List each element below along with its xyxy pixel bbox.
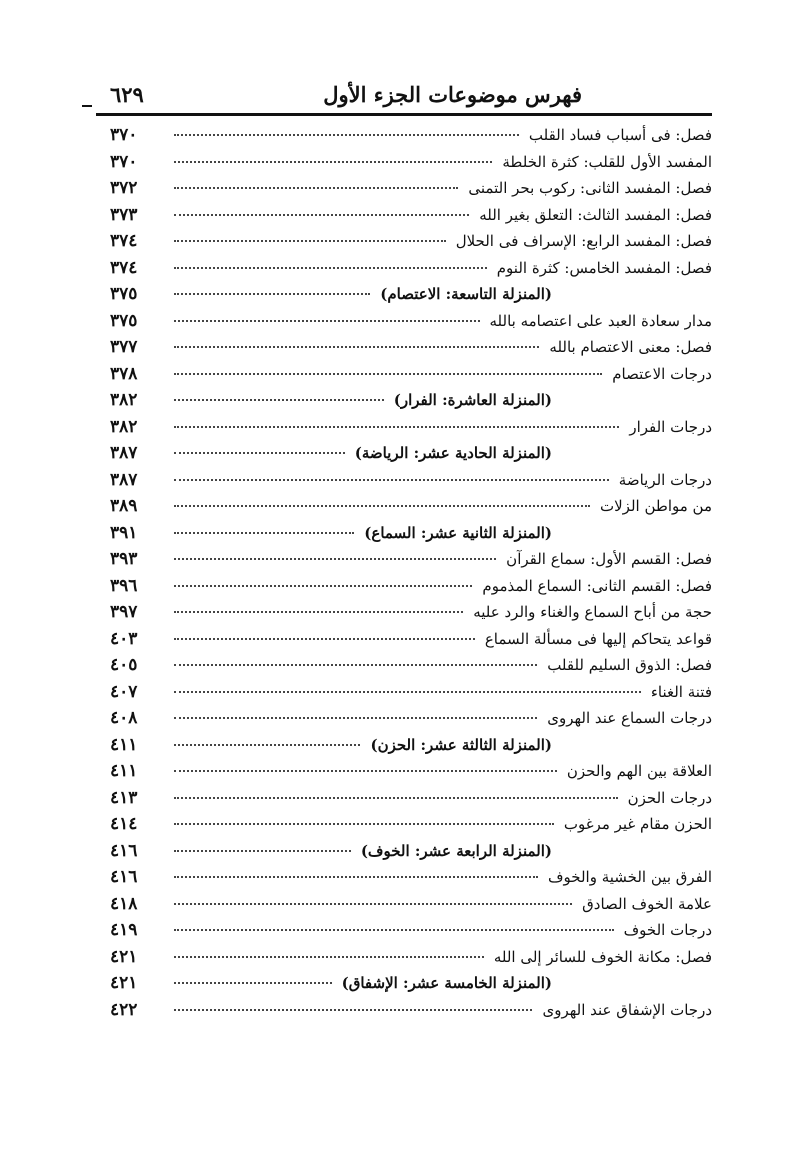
- toc-entry-title: درجات الاعتصام: [612, 364, 712, 383]
- dot-leader: [174, 903, 572, 905]
- toc-entry-page: ٣٧٢: [110, 178, 138, 199]
- toc-entry-title: درجات الرياضة: [618, 470, 712, 489]
- toc-entry-title: المفسد الأول للقلب: كثرة الخلطة: [502, 152, 712, 171]
- toc-entry-title: علامة الخوف الصادق: [582, 894, 712, 913]
- toc-entry: [100, 122, 712, 149]
- table-of-contents: [100, 122, 712, 1023]
- dot-leader: [174, 770, 557, 772]
- dot-leader: [174, 161, 492, 163]
- toc-entry-title: درجات السماع عند الهروى: [547, 709, 712, 728]
- dot-leader: [174, 373, 602, 375]
- toc-entry-title: قواعد يتحاكم إليها فى مسألة السماع: [484, 629, 712, 648]
- dot-leader: [174, 293, 370, 295]
- toc-entry: [100, 255, 712, 282]
- toc-entry-page: ٣٨٧: [110, 469, 138, 490]
- toc-entry-page: ٤١٩: [110, 920, 138, 941]
- toc-entry: [100, 520, 712, 547]
- toc-entry: [100, 838, 712, 865]
- toc-entry-title: فصل: القسم الأول: سماع القرآن: [506, 550, 712, 569]
- toc-entry-title: فصل: المفسد الثانى: ركوب بحر التمنى: [468, 179, 712, 198]
- toc-entry: [100, 361, 712, 388]
- toc-entry-page: ٤١٦: [110, 867, 138, 888]
- toc-entry: [100, 202, 712, 229]
- toc-entry: [100, 414, 712, 441]
- dot-leader: [174, 346, 539, 348]
- toc-entry: [100, 175, 712, 202]
- toc-entry-page: ٤٠٧: [110, 681, 138, 702]
- dot-leader: [174, 426, 619, 428]
- toc-entry-page: ٤٠٣: [110, 628, 138, 649]
- toc-entry-page: ٣٧٥: [110, 284, 138, 305]
- toc-entry: [100, 626, 712, 653]
- toc-entry-page: ٣٩٦: [110, 575, 138, 596]
- dot-leader: [174, 240, 446, 242]
- dot-leader: [174, 929, 614, 931]
- toc-entry-page: ٣٩١: [110, 522, 138, 543]
- toc-entry-title: فتنة الغناء: [650, 682, 712, 701]
- toc-entry-title: (المنزلة الثالثة عشر: الحزن): [370, 735, 552, 754]
- toc-entry: [100, 758, 712, 785]
- toc-entry-title: العلاقة بين الهم والحزن: [566, 762, 712, 781]
- dot-leader: [174, 691, 641, 693]
- dot-leader: [174, 797, 618, 799]
- dot-leader: [174, 214, 469, 216]
- toc-entry-title: فصل: المفسد الخامس: كثرة النوم: [496, 258, 712, 277]
- toc-entry-page: ٤١٣: [110, 787, 138, 808]
- toc-entry-page: ٤١١: [110, 761, 138, 782]
- toc-entry-title: مدار سعادة العبد على اعتصامه بالله: [489, 311, 712, 330]
- toc-entry-page: ٣٨٩: [110, 496, 138, 517]
- toc-entry-page: ٤٢١: [110, 973, 138, 994]
- toc-entry: [100, 334, 712, 361]
- toc-entry-page: ٣٧٨: [110, 363, 138, 384]
- toc-entry-page: ٣٧٠: [110, 125, 138, 146]
- toc-entry-title: فصل: معنى الاعتصام بالله: [549, 338, 712, 357]
- toc-entry: [100, 705, 712, 732]
- dot-leader: [174, 1009, 532, 1011]
- toc-entry-title: فصل: الذوق السليم للقلب: [547, 656, 712, 675]
- dot-leader: [174, 479, 609, 481]
- toc-entry: [100, 970, 712, 997]
- toc-entry: [100, 281, 712, 308]
- dot-leader: [174, 399, 384, 401]
- toc-entry: [100, 546, 712, 573]
- toc-entry: [100, 149, 712, 176]
- header-rule: [96, 113, 712, 116]
- toc-entry-title: (المنزلة الحادية عشر: الرياضة): [354, 444, 552, 463]
- toc-entry-page: ٣٨٢: [110, 390, 138, 411]
- toc-entry-title: فصل: فى أسباب فساد القلب: [528, 126, 712, 145]
- toc-entry-title: (المنزلة الثانية عشر: السماع): [364, 523, 552, 542]
- toc-entry-page: ٣٩٣: [110, 549, 138, 570]
- dot-leader: [174, 532, 354, 534]
- toc-entry: [100, 467, 712, 494]
- toc-entry-title: درجات الفرار: [629, 417, 712, 436]
- toc-entry-page: ٤٢٢: [110, 999, 138, 1020]
- toc-entry-page: ٤١٦: [110, 840, 138, 861]
- toc-entry-page: ٣٨٧: [110, 443, 138, 464]
- toc-entry-page: ٣٧٧: [110, 337, 138, 358]
- toc-entry-title: فصل: المفسد الرابع: الإسراف فى الحلال: [455, 232, 712, 251]
- toc-entry-page: ٤١٤: [110, 814, 138, 835]
- toc-entry: [100, 387, 712, 414]
- toc-entry-title: (المنزلة التاسعة: الاعتصام): [380, 285, 552, 304]
- toc-entry-page: ٣٧٠: [110, 151, 138, 172]
- toc-entry: [100, 732, 712, 759]
- toc-entry-page: ٣٩٧: [110, 602, 138, 623]
- toc-entry-title: (المنزلة العاشرة: الفرار): [393, 391, 552, 410]
- toc-entry: [100, 785, 712, 812]
- toc-entry-page: ٤١٨: [110, 893, 138, 914]
- toc-entry: [100, 679, 712, 706]
- dot-leader: [174, 850, 351, 852]
- toc-entry-page: ٣٧٥: [110, 310, 138, 331]
- header-title: فهرس موضوعات الجزء الأول: [323, 82, 582, 107]
- toc-entry: [100, 228, 712, 255]
- dot-leader: [174, 585, 472, 587]
- toc-entry: [100, 944, 712, 971]
- toc-entry-title: درجات الإشفاق عند الهروى: [542, 1000, 712, 1019]
- toc-entry: [100, 997, 712, 1024]
- dot-leader: [174, 134, 519, 136]
- toc-entry-page: ٤١١: [110, 734, 138, 755]
- dot-leader: [174, 956, 484, 958]
- toc-entry-title: فصل: القسم الثانى: السماع المذموم: [482, 576, 712, 595]
- dot-leader: [174, 611, 463, 613]
- toc-entry: [100, 917, 712, 944]
- dot-leader: [174, 744, 360, 746]
- toc-entry: [100, 599, 712, 626]
- dot-leader: [174, 452, 345, 454]
- dot-leader: [174, 187, 458, 189]
- toc-entry-page: ٤٢١: [110, 946, 138, 967]
- toc-entry-title: من مواطن الزلات: [600, 497, 712, 516]
- toc-entry: [100, 811, 712, 838]
- dot-leader: [174, 320, 480, 322]
- toc-entry: [100, 864, 712, 891]
- toc-entry-page: ٣٧٤: [110, 231, 138, 252]
- dot-leader: [174, 664, 537, 666]
- corner-mark: [82, 105, 92, 107]
- dot-leader: [174, 876, 538, 878]
- toc-entry-page: ٤٠٨: [110, 708, 138, 729]
- toc-entry: [100, 493, 712, 520]
- page-header: [96, 80, 712, 116]
- dot-leader: [174, 982, 332, 984]
- toc-entry-title: فصل: المفسد الثالث: التعلق بغير الله: [479, 205, 712, 224]
- toc-entry: [100, 652, 712, 679]
- toc-entry-title: حجة من أباح السماع والغناء والرد عليه: [473, 603, 712, 622]
- toc-entry: [100, 308, 712, 335]
- dot-leader: [174, 267, 487, 269]
- toc-entry-title: فصل: مكانة الخوف للسائر إلى الله: [493, 947, 712, 966]
- toc-entry: [100, 573, 712, 600]
- page-number: ٦٢٩: [110, 82, 144, 107]
- toc-entry-page: ٤٠٥: [110, 655, 138, 676]
- dot-leader: [174, 717, 537, 719]
- toc-entry-page: ٣٧٤: [110, 257, 138, 278]
- dot-leader: [174, 505, 590, 507]
- toc-entry-title: الفرق بين الخشية والخوف: [548, 868, 712, 887]
- dot-leader: [174, 558, 496, 560]
- toc-entry-page: ٣٧٣: [110, 204, 138, 225]
- toc-entry-title: درجات الحزن: [627, 788, 712, 807]
- toc-entry: [100, 440, 712, 467]
- toc-entry-title: الحزن مقام غير مرغوب: [563, 815, 712, 834]
- toc-entry-page: ٣٨٢: [110, 416, 138, 437]
- toc-entry-title: درجات الخوف: [623, 921, 712, 940]
- dot-leader: [174, 823, 554, 825]
- toc-entry-title: (المنزلة الرابعة عشر: الخوف): [360, 841, 552, 860]
- toc-entry-title: (المنزلة الخامسة عشر: الإشفاق): [341, 974, 552, 993]
- dot-leader: [174, 638, 475, 640]
- toc-entry: [100, 891, 712, 918]
